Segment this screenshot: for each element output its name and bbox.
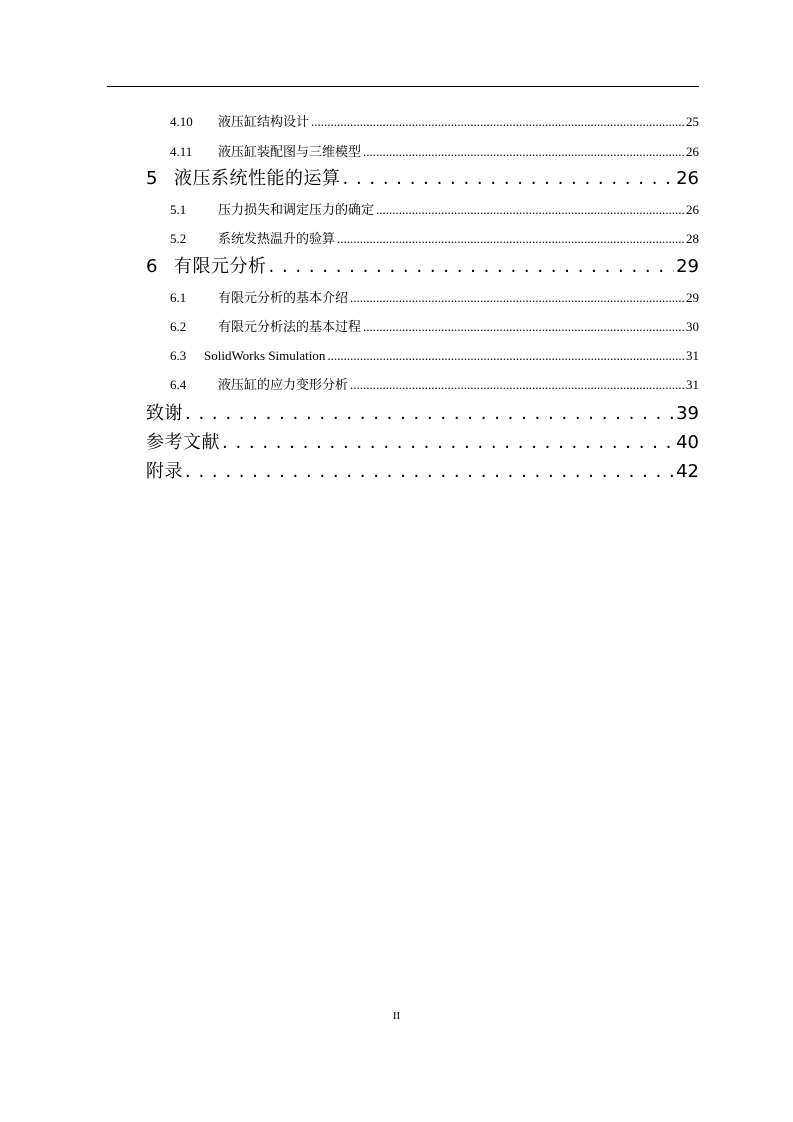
toc-entry-title: 系统发热温升的验算	[218, 231, 336, 246]
toc-entry-number: 6.1	[170, 290, 187, 305]
toc-entry-page: 26	[686, 202, 699, 217]
toc-entry-chapter-5[interactable]	[146, 166, 699, 194]
toc-dot-leader	[376, 198, 684, 222]
toc-dot-leader	[327, 344, 684, 368]
toc-entry-title: 液压缸结构设计	[218, 114, 310, 129]
toc-entry-title: 液压缸装配图与三维模型	[218, 144, 362, 159]
toc-entry-appendix[interactable]	[146, 459, 699, 487]
toc-entry-number: 6.2	[170, 319, 187, 334]
toc-entry-5-1[interactable]	[170, 198, 699, 222]
toc-entry-number: 5	[146, 168, 158, 189]
toc-entry-page: 42	[676, 461, 699, 482]
toc-entry-6-4[interactable]	[170, 373, 699, 397]
toc-entry-page: 31	[686, 348, 699, 363]
toc-entry-title: 有限元分析的基本介绍	[218, 290, 349, 305]
toc-entry-number: 4.10	[170, 114, 193, 129]
toc-dot-leader	[222, 430, 674, 456]
toc-entry-page: 30	[686, 319, 699, 334]
toc-entry-6-3[interactable]	[170, 344, 699, 368]
toc-entry-title: 压力损失和调定压力的确定	[218, 202, 375, 217]
toc-entry-page: 26	[686, 144, 699, 159]
toc-entry-acknowledgements[interactable]	[146, 401, 699, 429]
header-rule	[107, 86, 699, 87]
toc-entry-title: 液压缸的应力变形分析	[218, 377, 349, 392]
toc-entry-number: 6.3	[170, 348, 187, 363]
toc-entry-title: 液压系统性能的运算	[174, 168, 341, 189]
toc-entry-5-2[interactable]	[170, 227, 699, 251]
toc-entry-title: 有限元分析	[174, 256, 267, 277]
toc-entry-page: 31	[686, 377, 699, 392]
toc-entry-page: 29	[686, 290, 699, 305]
toc-entry-4-10[interactable]	[170, 110, 699, 134]
toc-dot-leader	[350, 286, 684, 310]
toc-entry-references[interactable]	[146, 430, 699, 458]
toc-entry-6-2[interactable]	[170, 315, 699, 339]
toc-entry-6-1[interactable]	[170, 286, 699, 310]
toc-entry-page: 29	[676, 256, 699, 277]
toc-entry-title: 参考文献	[146, 432, 220, 453]
toc-dot-leader	[185, 401, 674, 427]
toc-entry-title: SolidWorks Simulation	[204, 348, 326, 363]
toc-entry-number: 6.4	[170, 377, 187, 392]
toc-entry-chapter-6[interactable]	[146, 254, 699, 282]
toc-entry-title: 有限元分析法的基本过程	[218, 319, 362, 334]
toc-entry-title: 致谢	[146, 403, 183, 424]
toc-entry-page: 39	[676, 403, 699, 424]
toc-entry-title: 附录	[146, 461, 183, 482]
toc-dot-leader	[337, 227, 684, 251]
toc-entry-page: 40	[676, 432, 699, 453]
toc-dot-leader	[343, 166, 675, 192]
toc-entry-number: 5.2	[170, 231, 187, 246]
toc-dot-leader	[269, 254, 675, 280]
toc-dot-leader	[350, 373, 684, 397]
toc-dot-leader	[363, 140, 684, 164]
toc-entry-page: 28	[686, 231, 699, 246]
toc-entry-number: 5.1	[170, 202, 187, 217]
toc-entry-page: 26	[676, 168, 699, 189]
toc-dot-leader	[311, 110, 684, 134]
toc-entry-page: 25	[686, 114, 699, 129]
toc-dot-leader	[363, 315, 684, 339]
toc-dot-leader	[185, 459, 674, 485]
toc-entry-number: 6	[146, 256, 158, 277]
toc-entry-number: 4.11	[170, 144, 193, 159]
toc-entry-4-11[interactable]	[170, 140, 699, 164]
page-number: II	[392, 1010, 401, 1022]
